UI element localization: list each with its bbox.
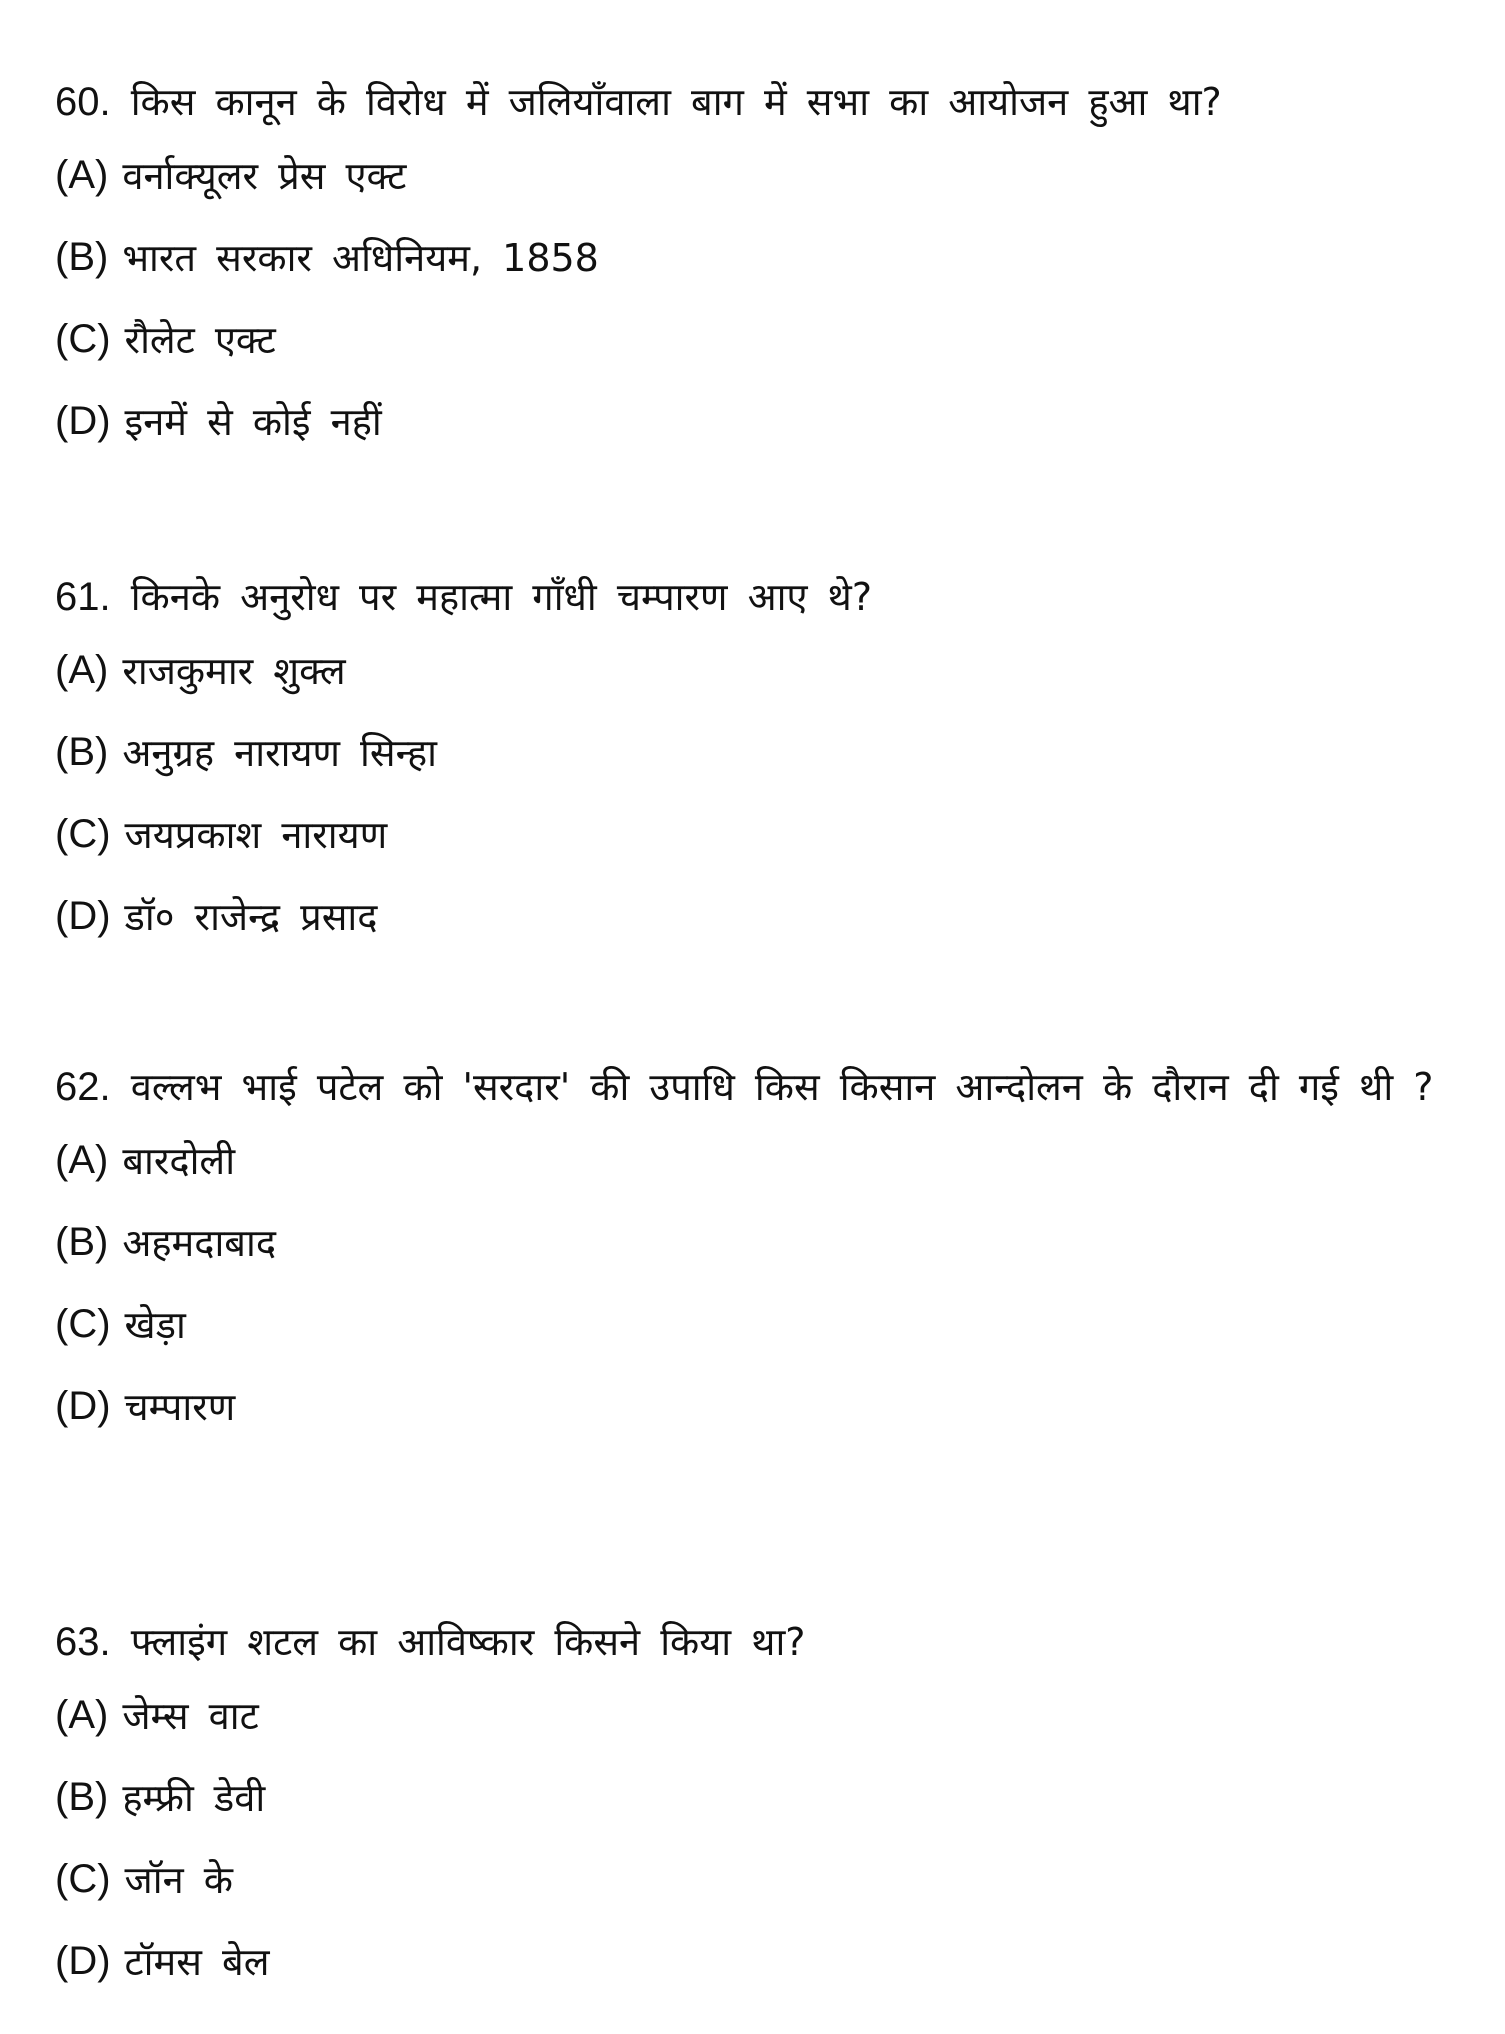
option-label: (D): [55, 1938, 111, 1983]
option-text: बारदोली: [122, 1139, 236, 1183]
option-label: (C): [55, 316, 111, 361]
option-b[interactable]: [55, 1756, 1450, 1838]
option-d[interactable]: [55, 1365, 1450, 1447]
option-b[interactable]: [55, 711, 1450, 793]
option-label: (B): [55, 234, 109, 279]
option-label: (C): [55, 1301, 111, 1346]
option-d[interactable]: [55, 380, 1450, 462]
option-text: चम्पारण: [124, 1385, 236, 1429]
option-text: जॉन के: [124, 1858, 233, 1902]
question-number: 61.: [55, 575, 111, 619]
question-number: 60.: [55, 80, 111, 124]
option-label: (D): [55, 1383, 111, 1428]
question-body: वल्लभ भाई पटेल को 'सरदार' की उपाधि किस किसान आन्दोलन के दौरान दी गई थी ?: [130, 1065, 1434, 1109]
option-text: जयप्रकाश नारायण: [124, 813, 388, 857]
option-text: हम्फ्री डेवी: [122, 1776, 266, 1820]
option-label: (D): [55, 398, 111, 443]
option-text: खेड़ा: [124, 1303, 186, 1347]
option-label: (B): [55, 1774, 109, 1819]
options-list: [55, 629, 1450, 957]
question-text: [55, 70, 1450, 134]
question-62: [55, 1055, 1450, 1447]
option-a[interactable]: [55, 1674, 1450, 1756]
options-list: [55, 134, 1450, 462]
option-b[interactable]: [55, 216, 1450, 298]
option-c[interactable]: [55, 793, 1450, 875]
question-text: [55, 565, 1450, 629]
question-body: किस कानून के विरोध में जलियाँवाला बाग में सभा का आयोजन हुआ था?: [130, 80, 1222, 124]
option-text: अहमदाबाद: [122, 1221, 277, 1265]
question-text: [55, 1055, 1450, 1119]
option-label: (D): [55, 893, 111, 938]
option-text: राजकुमार शुक्ल: [122, 649, 346, 693]
option-text: अनुग्रह नारायण सिन्हा: [122, 731, 437, 775]
options-list: [55, 1674, 1450, 2002]
option-label: (A): [55, 152, 109, 197]
option-label: (C): [55, 811, 111, 856]
question-63: [55, 1610, 1450, 2002]
option-text: डॉ० राजेन्द्र प्रसाद: [124, 895, 378, 939]
option-a[interactable]: [55, 629, 1450, 711]
question-text: [55, 1610, 1450, 1674]
option-text: टॉमस बेल: [124, 1940, 270, 1984]
option-c[interactable]: [55, 1838, 1450, 1920]
option-text: इनमें से कोई नहीं: [124, 400, 382, 444]
option-c[interactable]: [55, 298, 1450, 380]
options-list: [55, 1119, 1450, 1447]
question-body: किनके अनुरोध पर महात्मा गाँधी चम्पारण आए थे?: [130, 575, 872, 619]
option-label: (B): [55, 729, 109, 774]
option-text: जेम्स वाट: [122, 1694, 259, 1738]
question-body: फ्लाइंग शटल का आविष्कार किसने किया था?: [130, 1620, 806, 1664]
question-number: 62.: [55, 1065, 111, 1109]
option-a[interactable]: [55, 134, 1450, 216]
question-61: [55, 565, 1450, 957]
option-text: वर्नाक्यूलर प्रेस एक्ट: [122, 154, 407, 198]
option-text: भारत सरकार अधिनियम, 1858: [122, 236, 599, 280]
option-a[interactable]: [55, 1119, 1450, 1201]
option-label: (A): [55, 1692, 109, 1737]
question-60: [55, 70, 1450, 462]
option-b[interactable]: [55, 1201, 1450, 1283]
option-label: (B): [55, 1219, 109, 1264]
option-label: (A): [55, 1137, 109, 1182]
option-d[interactable]: [55, 875, 1450, 957]
option-label: (C): [55, 1856, 111, 1901]
option-text: रौलेट एक्ट: [124, 318, 276, 362]
option-d[interactable]: [55, 1920, 1450, 2002]
option-c[interactable]: [55, 1283, 1450, 1365]
option-label: (A): [55, 647, 109, 692]
question-number: 63.: [55, 1620, 111, 1664]
